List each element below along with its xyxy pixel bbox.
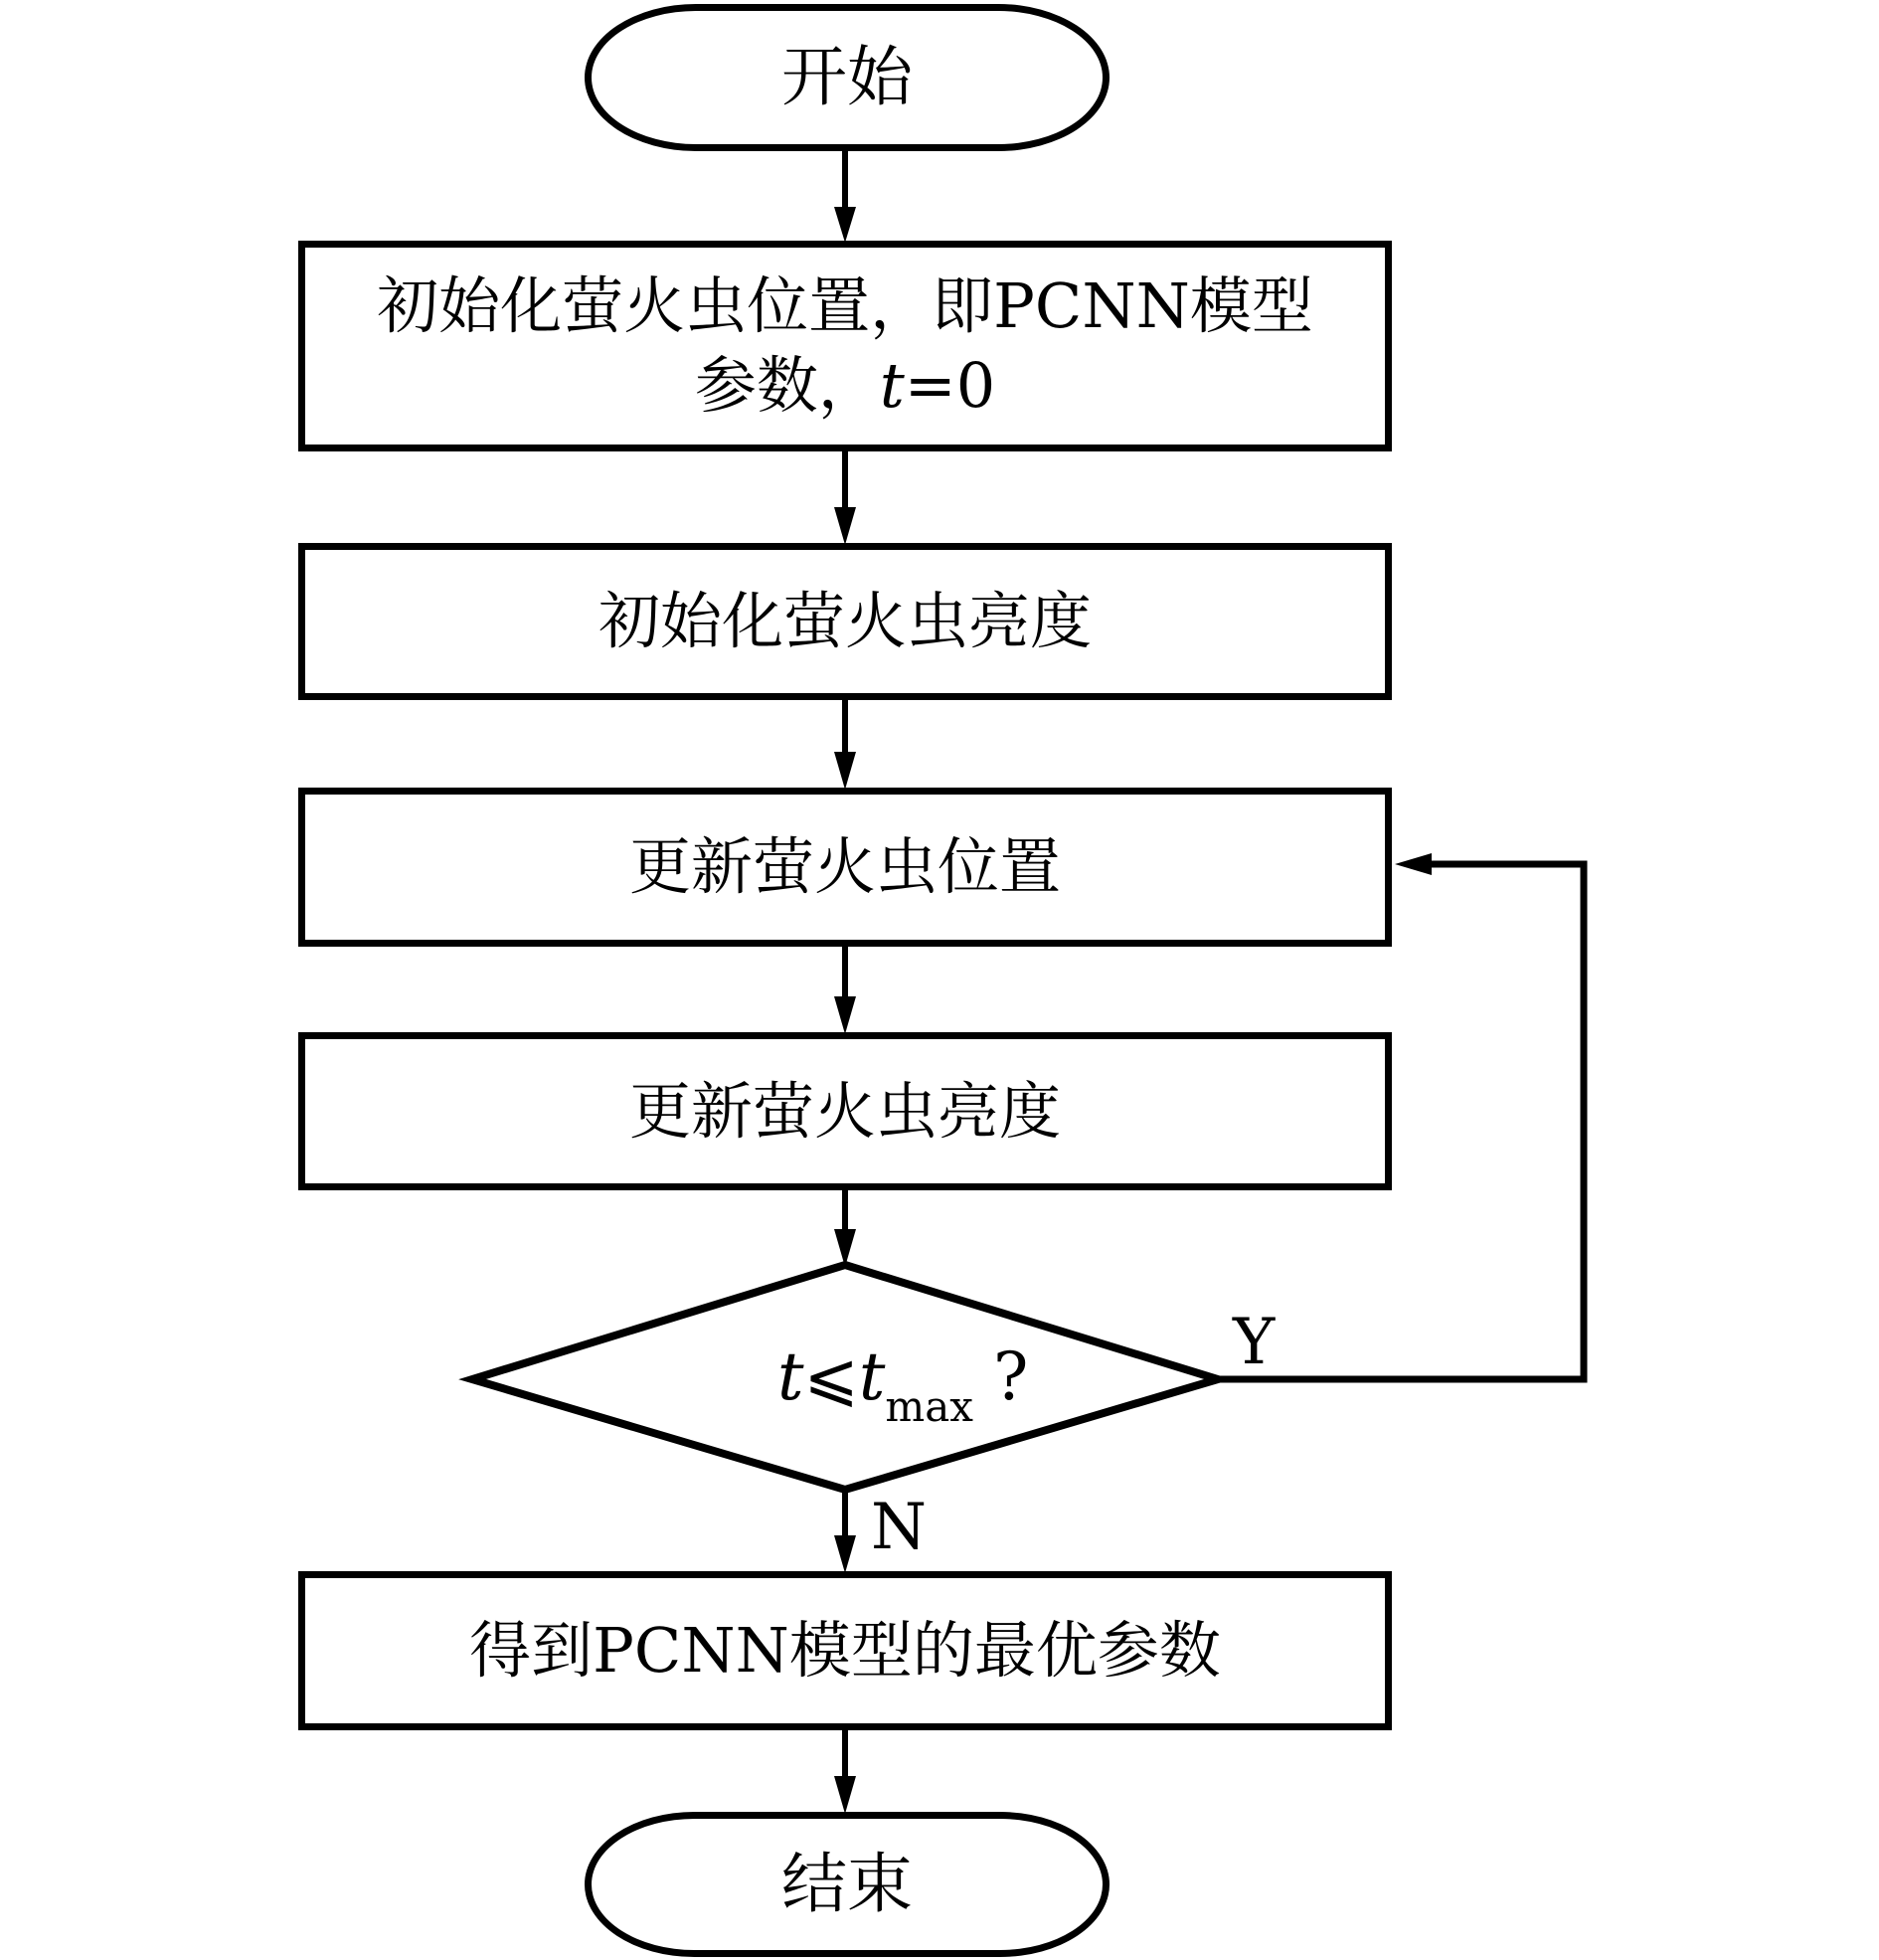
process-init-position-line2-var: t [879,349,905,422]
process-init-position-line2-prefix: 参数， [694,349,880,422]
process-update-brightness-label: 更新萤火虫亮度 [628,1074,1061,1148]
decision-question-mark: ? [992,1338,1029,1415]
terminator-end-label: 结束 [781,1846,913,1922]
feedback-loop-head [1395,853,1432,875]
process-update-position [298,788,1392,947]
process-init-position-line2-rest: =0 [904,349,996,422]
branch-label-yes: Y [1233,1306,1276,1379]
arrow-start-to-init-position-head [834,207,856,243]
decision-operator: ⩽ [803,1338,859,1415]
terminator-start [585,4,1110,151]
arrow-init-position-to-init-brightness-head [834,507,856,545]
terminator-start-label: 开始 [781,39,913,115]
arrow-decision-to-optimal-params-head [834,1535,856,1573]
process-update-brightness [298,1032,1392,1190]
process-init-position [298,241,1392,451]
process-init-position-line1: 初始化萤火虫位置，即PCNN模型 [377,269,1313,342]
decision-diamond-label [777,1338,1029,1431]
arrow-update-position-to-update-brightness-head [834,996,856,1034]
arrow-optimal-params-to-end-head [834,1776,856,1814]
branch-label-no: N [871,1491,927,1564]
terminator-end [585,1812,1110,1957]
decision-var2: t [858,1338,886,1415]
process-optimal-params-label: 得到PCNN模型的最优参数 [469,1614,1221,1687]
process-init-brightness-label: 初始化萤火虫亮度 [598,585,1092,657]
arrow-init-brightness-to-update-position-head [834,752,856,790]
process-init-brightness [298,543,1392,700]
process-optimal-params [298,1571,1392,1730]
process-init-position-line2 [695,346,995,426]
decision-var1: t [777,1338,804,1415]
decision-subscript: max [885,1382,973,1431]
process-update-position-label: 更新萤火虫位置 [628,830,1061,903]
